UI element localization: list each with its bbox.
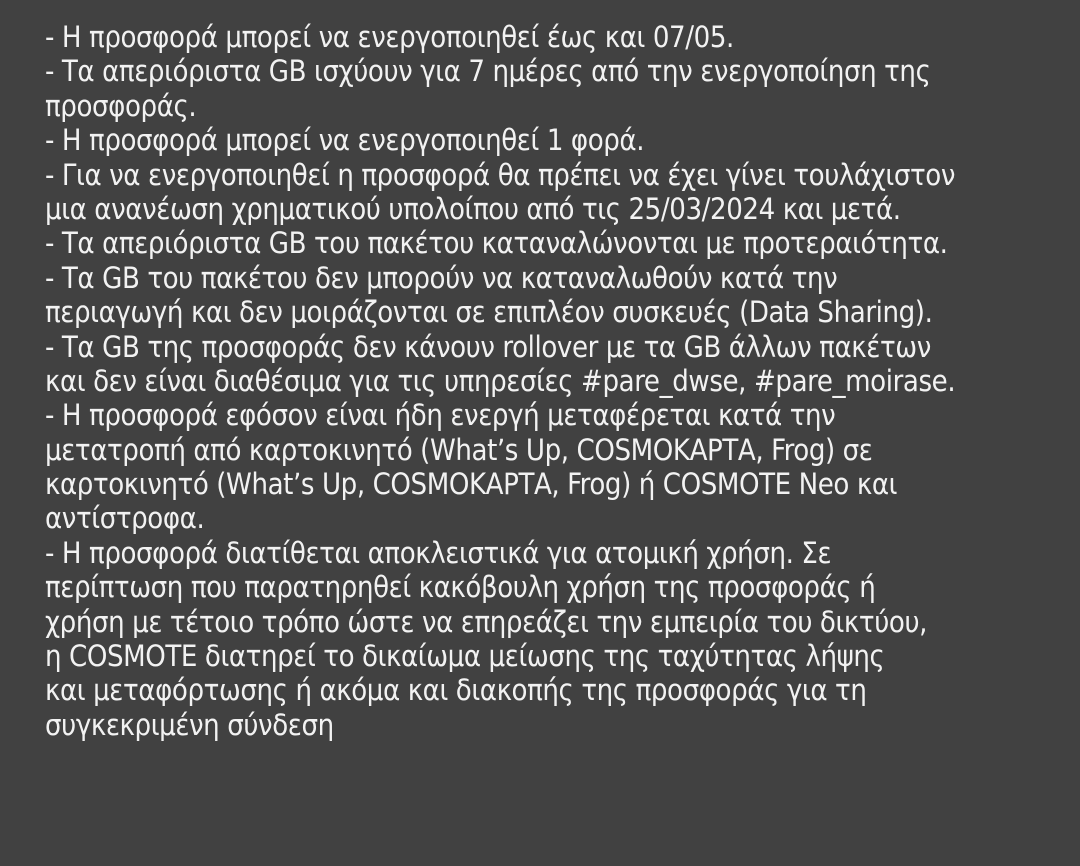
terms-line-activation-count: - Η προσφορά μπορεί να ενεργοποιηθεί 1 φορά.: [45, 123, 645, 158]
terms-line-roaming-restriction: - Τα GB του πακέτου δεν μπορούν να καταναλωθούν κατά την: [45, 260, 838, 295]
offer-terms-text: [45, 20, 1050, 742]
terms-line-rollover-cont: και δεν είναι διαθέσιμα για τις υπηρεσίες #pare_dwse, #pare_moirase.: [45, 363, 956, 398]
terms-line-personal-use-cont-1: περίπτωση που παρατηρηθεί κακόβουλη χρήση της προσφοράς ή: [45, 570, 876, 605]
terms-line-unlimited-validity-cont: προσφοράς.: [45, 88, 197, 123]
terms-line-roaming-restriction-cont: περιαγωγή και δεν μοιράζονται σε επιπλέον συσκευές (Data Sharing).: [45, 295, 933, 330]
terms-line-personal-use-cont-5: συγκεκριμένη σύνδεση: [45, 707, 334, 742]
terms-line-activation-deadline: - Η προσφορά μπορεί να ενεργοποιηθεί έως και 07/05.: [45, 20, 734, 54]
terms-line-transfer: - Η προσφορά εφόσον είναι ήδη ενεργή μεταφέρεται κατά την: [45, 398, 836, 433]
terms-line-personal-use-cont-3: η COSMOTE διατηρεί το δικαίωμα μείωσης της ταχύτητας λήψης: [45, 639, 885, 674]
terms-line-transfer-cont-1: μετατροπή από καρτοκινητό (What’s Up, COSMOΚΑΡΤΑ, Frog) σε: [45, 432, 873, 467]
terms-line-rollover: - Τα GB της προσφοράς δεν κάνουν rollover με τα GB άλλων πακέτων: [45, 329, 931, 364]
terms-line-renewal-requirement: - Για να ενεργοποιηθεί η προσφορά θα πρέπει να έχει γίνει τουλάχιστον: [45, 157, 956, 192]
terms-line-personal-use-cont-4: και μεταφόρτωσης ή ακόμα και διακοπής της προσφοράς για τη: [45, 673, 867, 708]
terms-line-priority-consumption: - Τα απεριόριστα GB του πακέτου καταναλώνονται με προτεραιότητα.: [45, 226, 948, 261]
terms-line-unlimited-validity: - Τα απεριόριστα GB ισχύουν για 7 ημέρες από την ενεργοποίηση της: [45, 54, 931, 89]
terms-line-transfer-cont-3: αντίστροφα.: [45, 501, 205, 536]
terms-line-personal-use-cont-2: χρήση με τέτοιο τρόπο ώστε να επηρεάζει την εμπειρία του δικτύου,: [45, 604, 928, 639]
terms-line-transfer-cont-2: καρτοκινητό (What’s Up, COSMOΚΑΡΤΑ, Frog) ή COSMOTE Neo και: [45, 467, 898, 502]
terms-line-personal-use: - Η προσφορά διατίθεται αποκλειστικά για ατομική χρήση. Σε: [45, 535, 832, 570]
terms-line-renewal-requirement-cont: μια ανανέωση χρηματικού υπολοίπου από τις 25/03/2024 και μετά.: [45, 191, 901, 226]
